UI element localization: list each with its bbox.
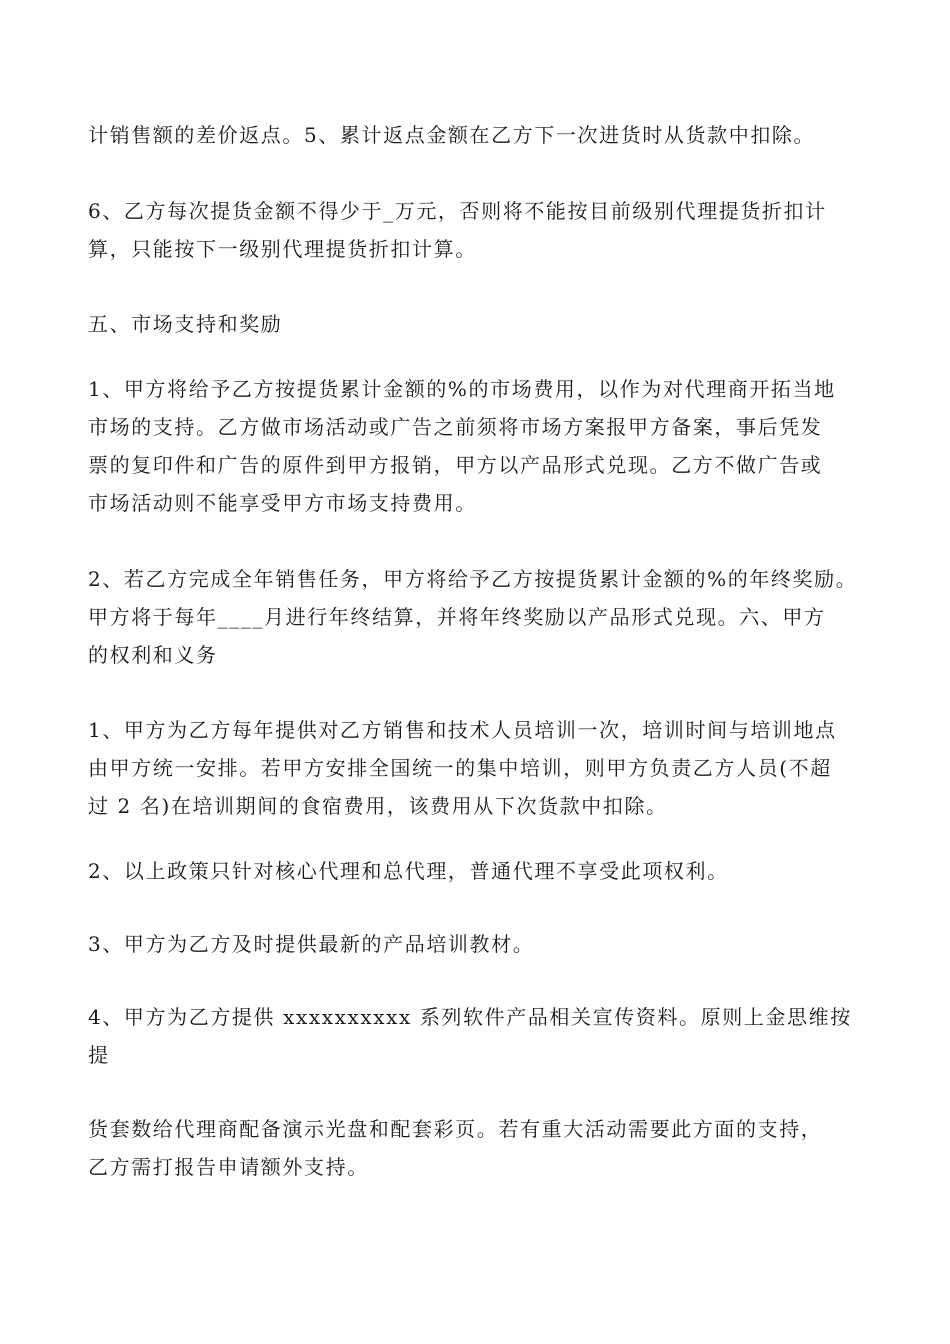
paragraph-promo-materials: 4、甲方为乙方提供 xxxxxxxxxx 系列软件产品相关宣传资料。原则上金思维按 提 bbox=[88, 1005, 852, 1067]
paragraph-market-fee: 1、甲方将给予乙方按提货累计金额的%的市场费用，以作为对代理商开拓当地 市场的支持。乙方做市场活动或广告之前须将市场方案报甲方备案，事后凭发 票的复印件和广告的原件到甲方报销，甲方以产品形式兑现。乙方不做广告或 市场活动则不能享受甲方市场支持费用。 bbox=[88, 377, 836, 515]
paragraph-training-materials: 3、甲方为乙方及时提供最新的产品培训教材。 bbox=[88, 932, 535, 956]
paragraph-policy-scope: 2、以上政策只针对核心代理和总代理，普通代理不享受此项权利。 bbox=[88, 859, 729, 883]
section-heading-market-support: 五、市场支持和奖励 bbox=[88, 312, 283, 336]
paragraph-training: 1、甲方为乙方每年提供对乙方销售和技术人员培训一次，培训时间与培训地点 由甲方统一安排。若甲方安排全国统一的集中培训，则甲方负责乙方人员(不超 过 2 名)在培训期间的食宿费用，该费用从下次货款中扣除。 bbox=[88, 718, 837, 818]
paragraph-rebate-deduction: 计销售额的差价返点。5、累计返点金额在乙方下一次进货时从货款中扣除。 bbox=[88, 123, 816, 147]
paragraph-minimum-order: 6、乙方每次提货金额不得少于_万元，否则将不能按目前级别代理提货折扣计 算，只能按下一级别代理提货折扣计算。 bbox=[88, 199, 827, 261]
paragraph-demo-discs: 货套数给代理商配备演示光盘和配套彩页。若有重大活动需要此方面的支持， 乙方需打报告申请额外支持。 bbox=[88, 1117, 823, 1179]
paragraph-annual-reward: 2、若乙方完成全年销售任务，甲方将给予乙方按提货累计金额的%的年终奖励。 甲方将于每年____月进行年终结算，并将年终奖励以产品形式兑现。六、甲方 的权利和义务 bbox=[88, 567, 858, 667]
